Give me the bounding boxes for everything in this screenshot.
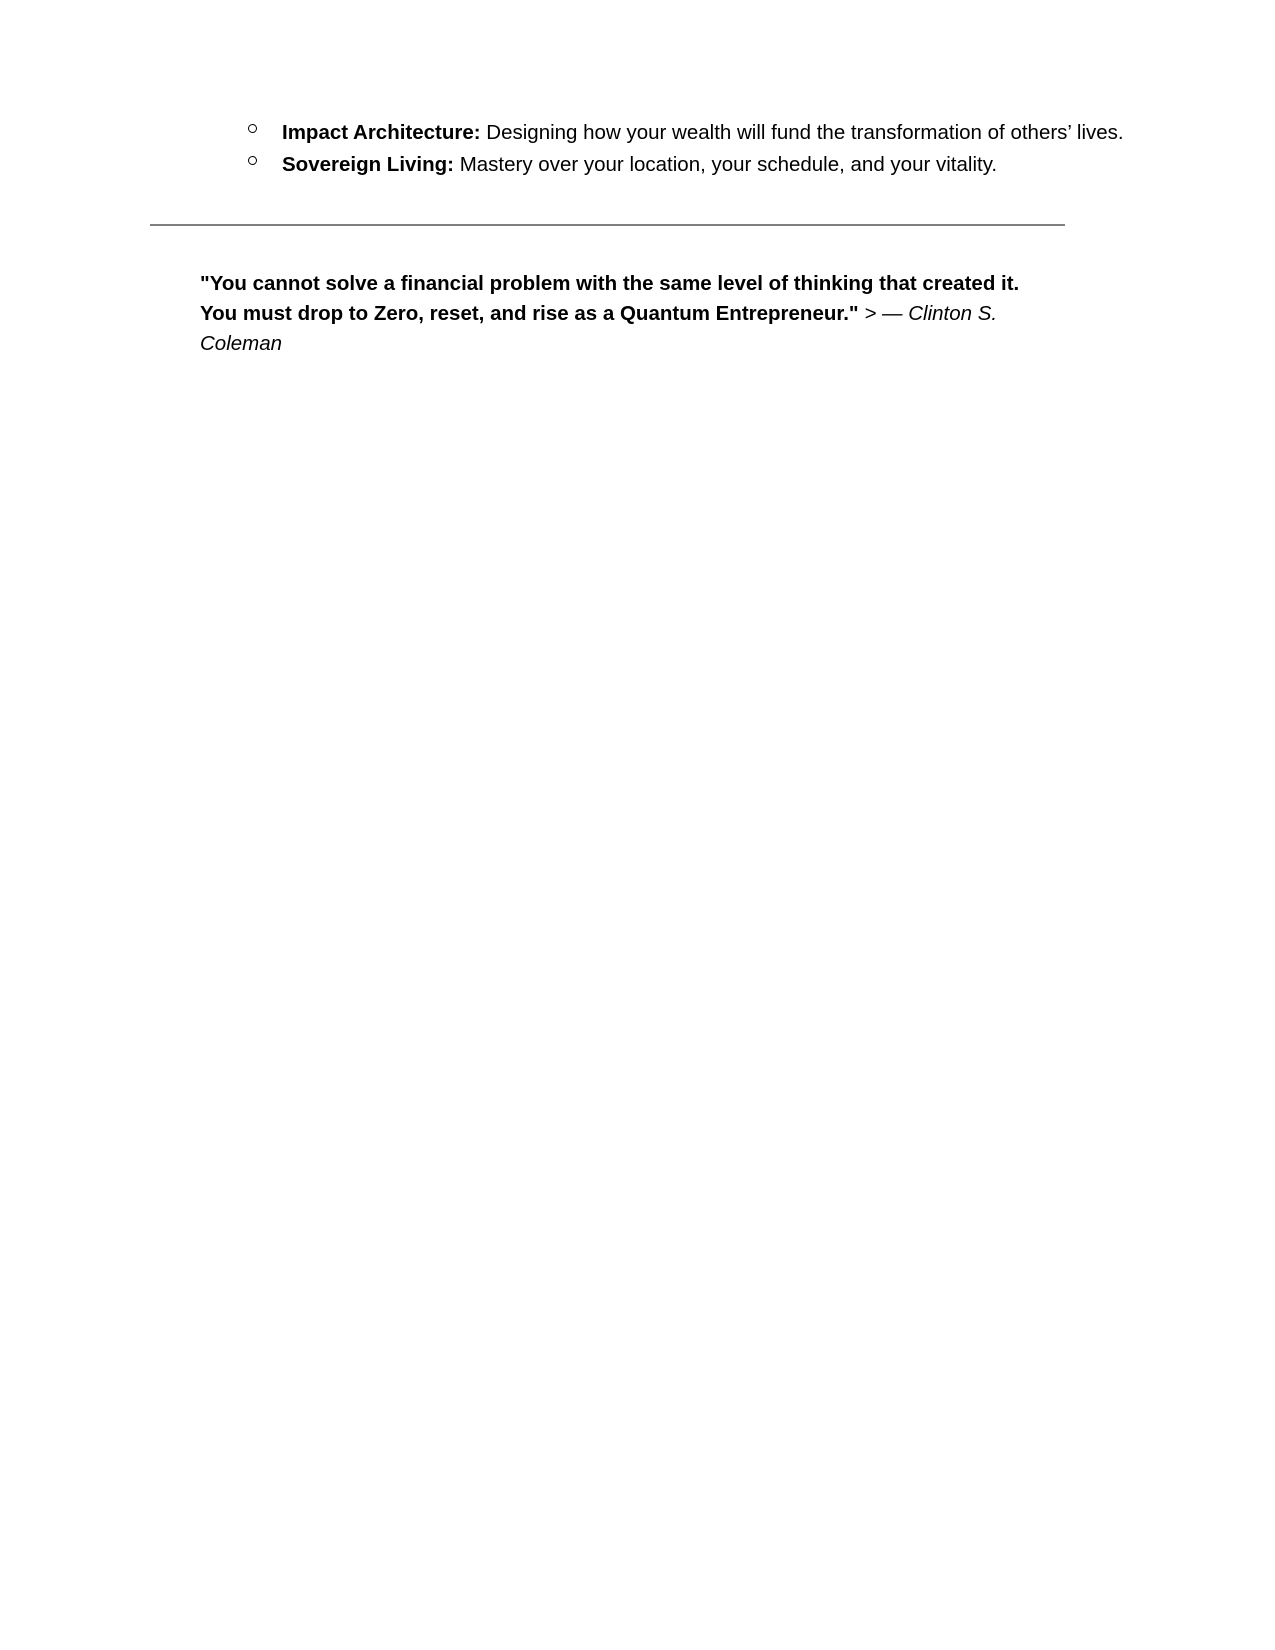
quote-attribution: > — Clinton S. Coleman bbox=[200, 302, 998, 356]
quote-text: "You cannot solve a financial problem with the same level of thinking that created it. You must drop to Zero, reset, and rise as a Quantum Entrepreneur." bbox=[200, 272, 1020, 326]
list-item-term: Impact Architecture: bbox=[282, 121, 481, 144]
bullet-circle-icon bbox=[248, 124, 257, 133]
document-content bbox=[150, 118, 1125, 359]
horizontal-divider bbox=[150, 224, 1065, 226]
list-item bbox=[150, 150, 1125, 180]
pull-quote bbox=[200, 269, 1030, 359]
list-item-term: Sovereign Living: bbox=[282, 152, 454, 176]
bullet-circle-icon bbox=[248, 156, 257, 165]
list-item bbox=[150, 118, 1125, 148]
list-item-text: Designing how your wealth will fund the transformation of others’ lives. bbox=[480, 121, 1124, 144]
list-item-text: Mastery over your location, your schedule, and your vitality. bbox=[454, 152, 998, 176]
bullet-list bbox=[150, 118, 1125, 179]
